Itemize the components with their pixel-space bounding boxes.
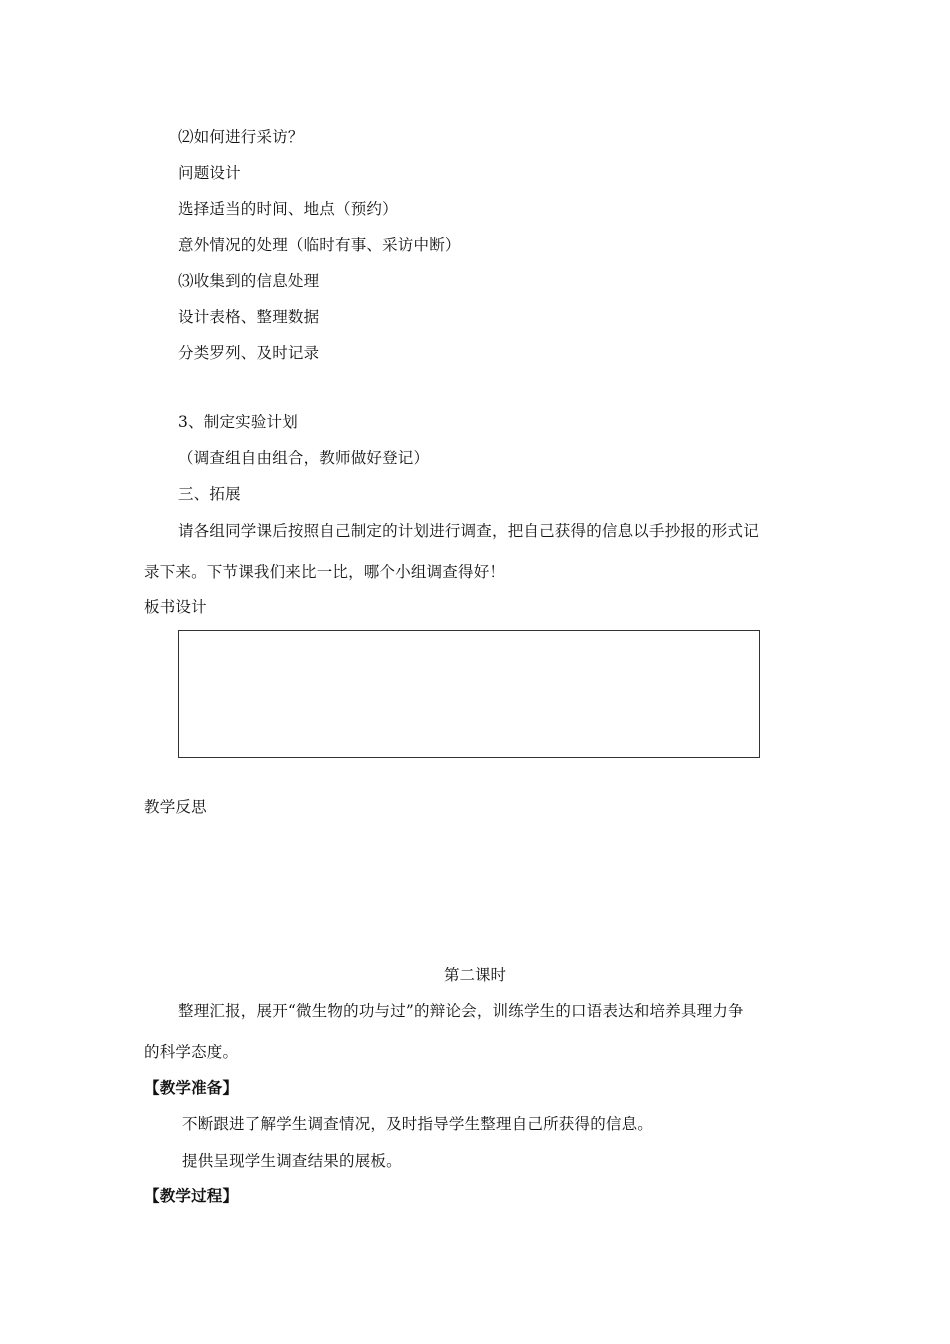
plan-note: （调查组自由组合，教师做好登记） [178,449,430,467]
info-heading: ⑶收集到的信息处理 [178,272,320,290]
interview-heading: ⑵如何进行采访？ [178,128,304,146]
interview-item-unexpected: 意外情况的处理（临时有事、采访中断） [178,236,461,254]
lesson2-intro-line2: 的科学态度。 [144,1043,239,1061]
reflection-label: 教学反思 [144,798,207,816]
board-design-box [178,630,760,758]
extension-heading: 三、拓展 [178,485,241,503]
info-item-record: 分类罗列、及时记录 [178,344,320,362]
info-item-tables: 设计表格、整理数据 [178,308,320,326]
process-heading: 【教学过程】 [144,1186,239,1205]
interview-item-time-place: 选择适当的时间、地点（预约） [178,200,398,218]
plan-heading: 3、制定实验计划 [178,413,298,431]
extension-paragraph-line1: 请各组同学课后按照自己制定的计划进行调查，把自己获得的信息以手抄报的形式记 [178,522,759,540]
prep-item-display-board: 提供呈现学生调查结果的展板。 [182,1152,402,1170]
interview-item-question-design: 问题设计 [178,164,241,182]
lesson2-title: 第二课时 [443,966,506,984]
board-design-label: 板书设计 [144,598,207,616]
lesson2-intro-line1: 整理汇报，展开“微生物的功与过”的辩论会，训练学生的口语表达和培养具理力争 [178,1002,744,1020]
extension-paragraph-line2: 录下来。下节课我们来比一比，哪个小组调查得好！ [144,563,506,581]
prep-heading: 【教学准备】 [144,1078,239,1097]
prep-item-followup: 不断跟进了解学生调查情况，及时指导学生整理自己所获得的信息。 [182,1115,654,1133]
